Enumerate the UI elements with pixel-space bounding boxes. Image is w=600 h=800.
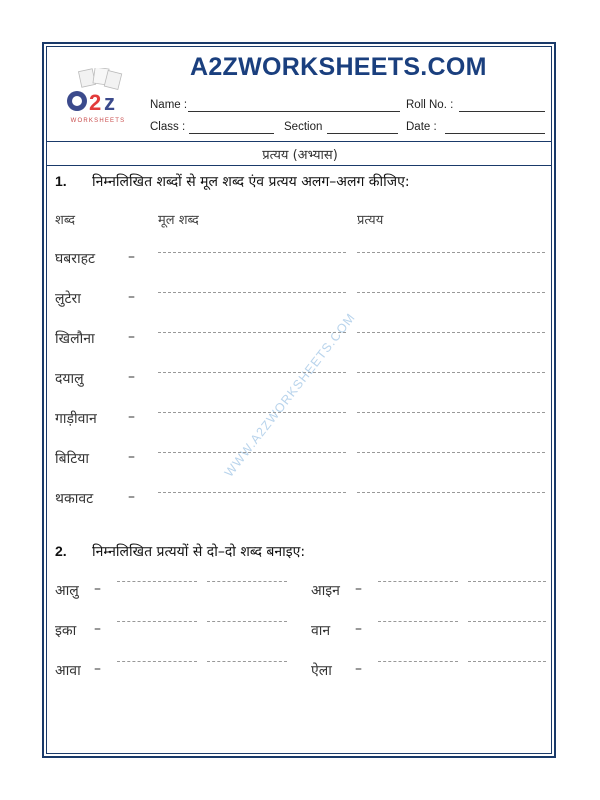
q1-word: खिलौना xyxy=(55,331,95,347)
q1-suffix-answer-line[interactable] xyxy=(357,292,545,293)
title-separator xyxy=(47,165,551,166)
q1-word: गाड़ीवान xyxy=(55,411,97,427)
q1-root-answer-line[interactable] xyxy=(158,252,346,253)
q2-dash: – xyxy=(94,661,101,677)
q2-suffix-left: इका xyxy=(55,623,77,639)
q2-answer-line[interactable] xyxy=(117,621,197,622)
q1-root-answer-line[interactable] xyxy=(158,492,346,493)
q1-suffix-answer-line[interactable] xyxy=(357,252,545,253)
q1-root-answer-line[interactable] xyxy=(158,292,346,293)
q2-answer-line[interactable] xyxy=(378,581,458,582)
q2-answer-line[interactable] xyxy=(468,581,546,582)
q2-dash: – xyxy=(355,621,362,637)
q1-suffix-answer-line[interactable] xyxy=(357,452,545,453)
q1-dash: – xyxy=(128,489,135,505)
header-separator xyxy=(47,141,551,142)
q1-root-answer-line[interactable] xyxy=(158,412,346,413)
q1-instruction: निम्नलिखित शब्दों से मूल शब्द एंव प्रत्यय अलग–अलग कीजिए: xyxy=(92,174,410,190)
q1-word: लुटेरा xyxy=(55,291,81,307)
q2-answer-line[interactable] xyxy=(378,661,458,662)
class-label: Class : xyxy=(150,121,186,133)
col-word-header: शब्द xyxy=(55,213,76,228)
section-field[interactable] xyxy=(327,133,398,134)
date-field[interactable] xyxy=(445,133,545,134)
q1-dash: – xyxy=(128,449,135,465)
name-label: Name : xyxy=(150,99,188,111)
q2-answer-line[interactable] xyxy=(207,621,287,622)
svg-text:z: z xyxy=(104,90,115,115)
q2-answer-line[interactable] xyxy=(207,661,287,662)
worksheet-title: प्रत्यय (अभ्यास) xyxy=(262,148,338,163)
q2-dash: – xyxy=(355,581,362,597)
q1-dash: – xyxy=(128,329,135,345)
svg-text:2: 2 xyxy=(89,90,102,115)
q1-word: बिटिया xyxy=(55,451,90,467)
q2-answer-line[interactable] xyxy=(117,581,197,582)
q2-suffix-right: वान xyxy=(311,623,331,639)
q2-suffix-left: आलु xyxy=(55,583,79,599)
q2-suffix-right: आइन xyxy=(311,583,340,599)
a2z-logo-icon xyxy=(58,68,138,128)
q1-suffix-answer-line[interactable] xyxy=(357,412,545,413)
q2-dash: – xyxy=(355,661,362,677)
q2-answer-line[interactable] xyxy=(117,661,197,662)
q2-instruction: निम्नलिखित प्रत्ययों से दो–दो शब्द बनाइए: xyxy=(92,544,306,560)
name-field[interactable] xyxy=(188,111,400,112)
class-field[interactable] xyxy=(189,133,274,134)
col-suffix-header: प्रत्यय xyxy=(357,213,384,228)
q1-suffix-answer-line[interactable] xyxy=(357,372,545,373)
q2-suffix-left: आवा xyxy=(55,663,81,679)
watermark: WWW.A2ZWORKSHEETS.COM xyxy=(221,310,359,480)
q2-answer-line[interactable] xyxy=(468,621,546,622)
q2-answer-line[interactable] xyxy=(378,621,458,622)
rollno-field[interactable] xyxy=(459,111,545,112)
q2-answer-line[interactable] xyxy=(207,581,287,582)
q1-number: 1. xyxy=(55,173,67,189)
section-label: Section xyxy=(284,121,323,133)
q1-word: दयालु xyxy=(55,371,84,387)
q1-dash: – xyxy=(128,369,135,385)
q2-answer-line[interactable] xyxy=(468,661,546,662)
date-label: Date : xyxy=(406,121,437,133)
q2-dash: – xyxy=(94,621,101,637)
rollno-label: Roll No. : xyxy=(406,99,454,111)
q1-word: थकावट xyxy=(55,491,94,507)
q1-dash: – xyxy=(128,409,135,425)
q2-number: 2. xyxy=(55,543,67,559)
q1-dash: – xyxy=(128,289,135,305)
q1-word: घबराहट xyxy=(55,251,96,267)
site-title: A2ZWORKSHEETS.COM xyxy=(190,53,487,81)
q1-root-answer-line[interactable] xyxy=(158,332,346,333)
col-root-header: मूल शब्द xyxy=(158,213,199,228)
q2-suffix-right: ऐला xyxy=(311,663,332,679)
q1-dash: – xyxy=(128,249,135,265)
q2-dash: – xyxy=(94,581,101,597)
q1-root-answer-line[interactable] xyxy=(158,372,346,373)
q1-root-answer-line[interactable] xyxy=(158,452,346,453)
q1-suffix-answer-line[interactable] xyxy=(357,332,545,333)
q1-suffix-answer-line[interactable] xyxy=(357,492,545,493)
svg-text:WORKSHEETS: WORKSHEETS xyxy=(70,118,126,124)
